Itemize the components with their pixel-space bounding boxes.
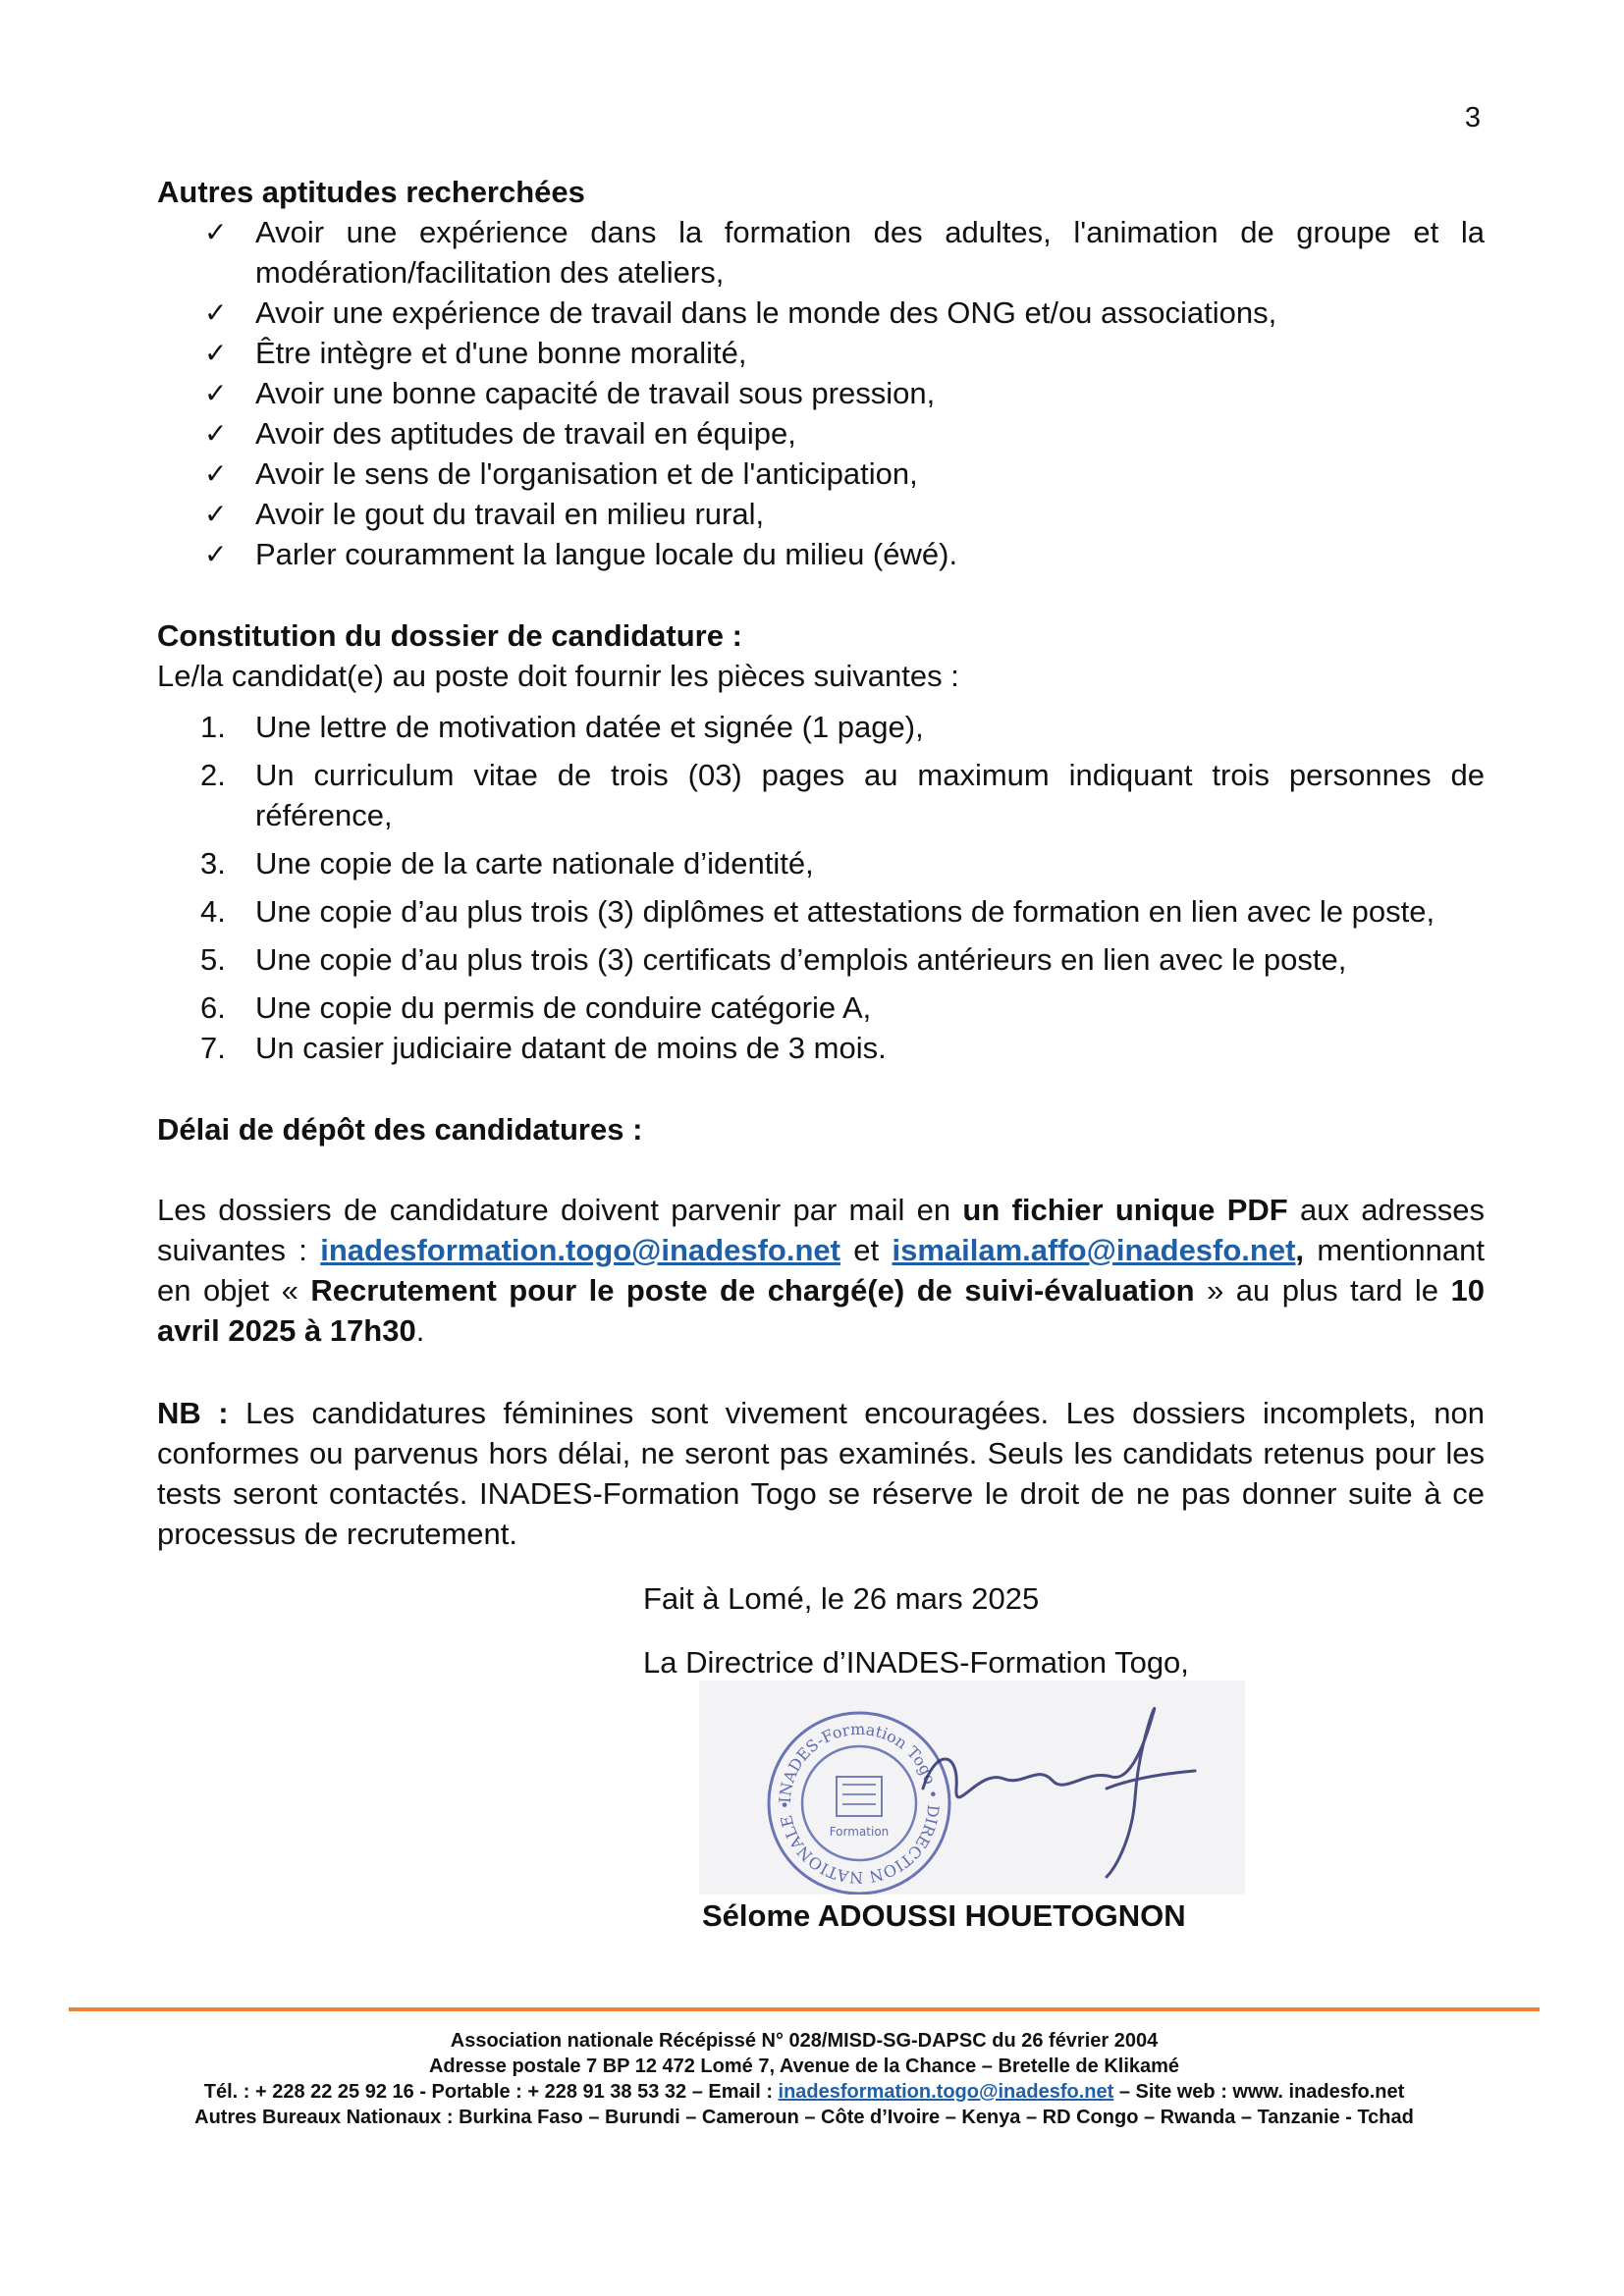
checkmark-icon: ✓ (204, 498, 228, 530)
email-link-inades[interactable]: inadesformation.togo@inadesfo.net (320, 1233, 840, 1267)
list-item: ✓ Être intègre et d'une bonne moralité, (157, 333, 1485, 373)
aptitudes-list (157, 212, 1485, 574)
footer-email-link[interactable]: inadesformation.togo@inadesfo.net (778, 2081, 1114, 2103)
list-item: 5. Une copie d’au plus trois (3) certificats d’emplois antérieurs en lien avec le poste, (200, 942, 1347, 977)
aptitudes-heading: Autres aptitudes recherchées (157, 175, 585, 209)
stamp-and-signature (699, 1681, 1245, 1895)
svg-text:Formation: Formation (829, 1825, 890, 1839)
list-item: ✓ Parler couramment la langue locale du milieu (éwé). (157, 534, 1485, 574)
footer-divider (69, 2007, 1540, 2011)
email-link-ismailam[interactable]: ismailam.affo@inadesfo.net (892, 1233, 1296, 1267)
nb-label: NB : (157, 1396, 229, 1430)
delai-paragraph: Les dossiers de candidature doivent parvenir par mail en un fichier unique PDF aux adresses suivantes : inadesformation.togo@inadesfo.net et ismailam.affo@inadesfo.net, mentionnant en objet « Recrutement pour le poste de chargé(e) de suivi-évaluation » au plus tard le 10 avril 2025 à 17h30. (157, 1193, 1486, 1348)
signer-name: Sélome ADOUSSI HOUETOGNON (702, 1898, 1186, 1933)
svg-text:INADES-Formation Togo • DIRECT: INADES-Formation Togo • DIRECTION NATIONALE • 7 BP 12472 Lomé 7 Tél: 22 25 92 16 Fax: 22 25 92 16 (768, 1681, 944, 1888)
list-item: ✓ Avoir le gout du travail en milieu rural, (157, 494, 1485, 534)
footer-line-4: Autres Bureaux Nationaux : Burkina Faso – Burundi – Cameroun – Côte d’Ivoire – Kenya – RD Congo – Rwanda – Tanzanie - Tchad (194, 2107, 1414, 2128)
dossier-list (157, 707, 1485, 1068)
list-item: ✓ Avoir des aptitudes de travail en équipe, (157, 413, 1485, 454)
list-item: ✓ Avoir le sens de l'organisation et de l'anticipation, (157, 454, 1485, 494)
checkmark-icon: ✓ (204, 377, 228, 409)
footer-line-3: Tél. : + 228 22 25 92 16 - Portable : + 228 91 38 53 32 – Email : inadesformation.togo@inadesfo.net – Site web : www. inadesfo.net (203, 2081, 1405, 2103)
dossier-intro: Le/la candidat(e) au poste doit fournir les pièces suivantes : (157, 659, 959, 693)
checkmark-icon: ✓ (204, 538, 228, 570)
footer-line-1: Association nationale Récépissé N° 028/MISD-SG-DAPSC du 26 février 2004 (450, 2030, 1159, 2052)
checkmark-icon: ✓ (204, 457, 228, 490)
footer-line-2: Adresse postale 7 BP 12 472 Lomé 7, Avenue de la Chance – Bretelle de Klikamé (428, 2056, 1180, 2077)
list-item: ✓ Avoir une expérience dans la formation des adultes, l'animation de groupe et la modération/facilitation des ateliers, (157, 212, 1485, 293)
stamp-icon (699, 1681, 1245, 1895)
dossier-heading: Constitution du dossier de candidature : (157, 618, 742, 653)
list-item: 4. Une copie d’au plus trois (3) diplômes et attestations de formation en lien avec le poste, (200, 894, 1435, 929)
list-item: 6. Une copie du permis de conduire catégorie A, (200, 990, 872, 1025)
checkmark-icon: ✓ (204, 296, 228, 329)
list-item: 3. Une copie de la carte nationale d’identité, (200, 846, 814, 881)
place-date: Fait à Lomé, le 26 mars 2025 (643, 1581, 1040, 1616)
signer-title: La Directrice d’INADES-Formation Togo, (643, 1645, 1189, 1680)
checkmark-icon: ✓ (204, 216, 228, 248)
delai-heading: Délai de dépôt des candidatures : (157, 1112, 643, 1147)
checkmark-icon: ✓ (204, 337, 228, 369)
list-item: 7. Un casier judiciaire datant de moins de 3 mois. (200, 1031, 887, 1065)
list-item: ✓ Avoir une expérience de travail dans le monde des ONG et/ou associations, (157, 293, 1485, 333)
page-number: 3 (1464, 102, 1482, 133)
checkmark-icon: ✓ (204, 417, 228, 450)
list-item: 2. Un curriculum vitae de trois (03) pages au maximum indiquant trois personnes de référence, (200, 758, 1485, 832)
list-item: 1. Une lettre de motivation datée et signée (1 page), (200, 710, 924, 744)
list-item: ✓ Avoir une bonne capacité de travail sous pression, (157, 373, 1485, 413)
nb-paragraph: NB : Les candidatures féminines sont vivement encouragées. Les dossiers incomplets, non conformes ou parvenus hors délai, ne seront pas examinés. Seuls les candidats retenus pour les tests seront contactés. INADES-Formation Togo se réserve le droit de ne pas donner suite à ce processus de recrutement. (157, 1396, 1486, 1551)
